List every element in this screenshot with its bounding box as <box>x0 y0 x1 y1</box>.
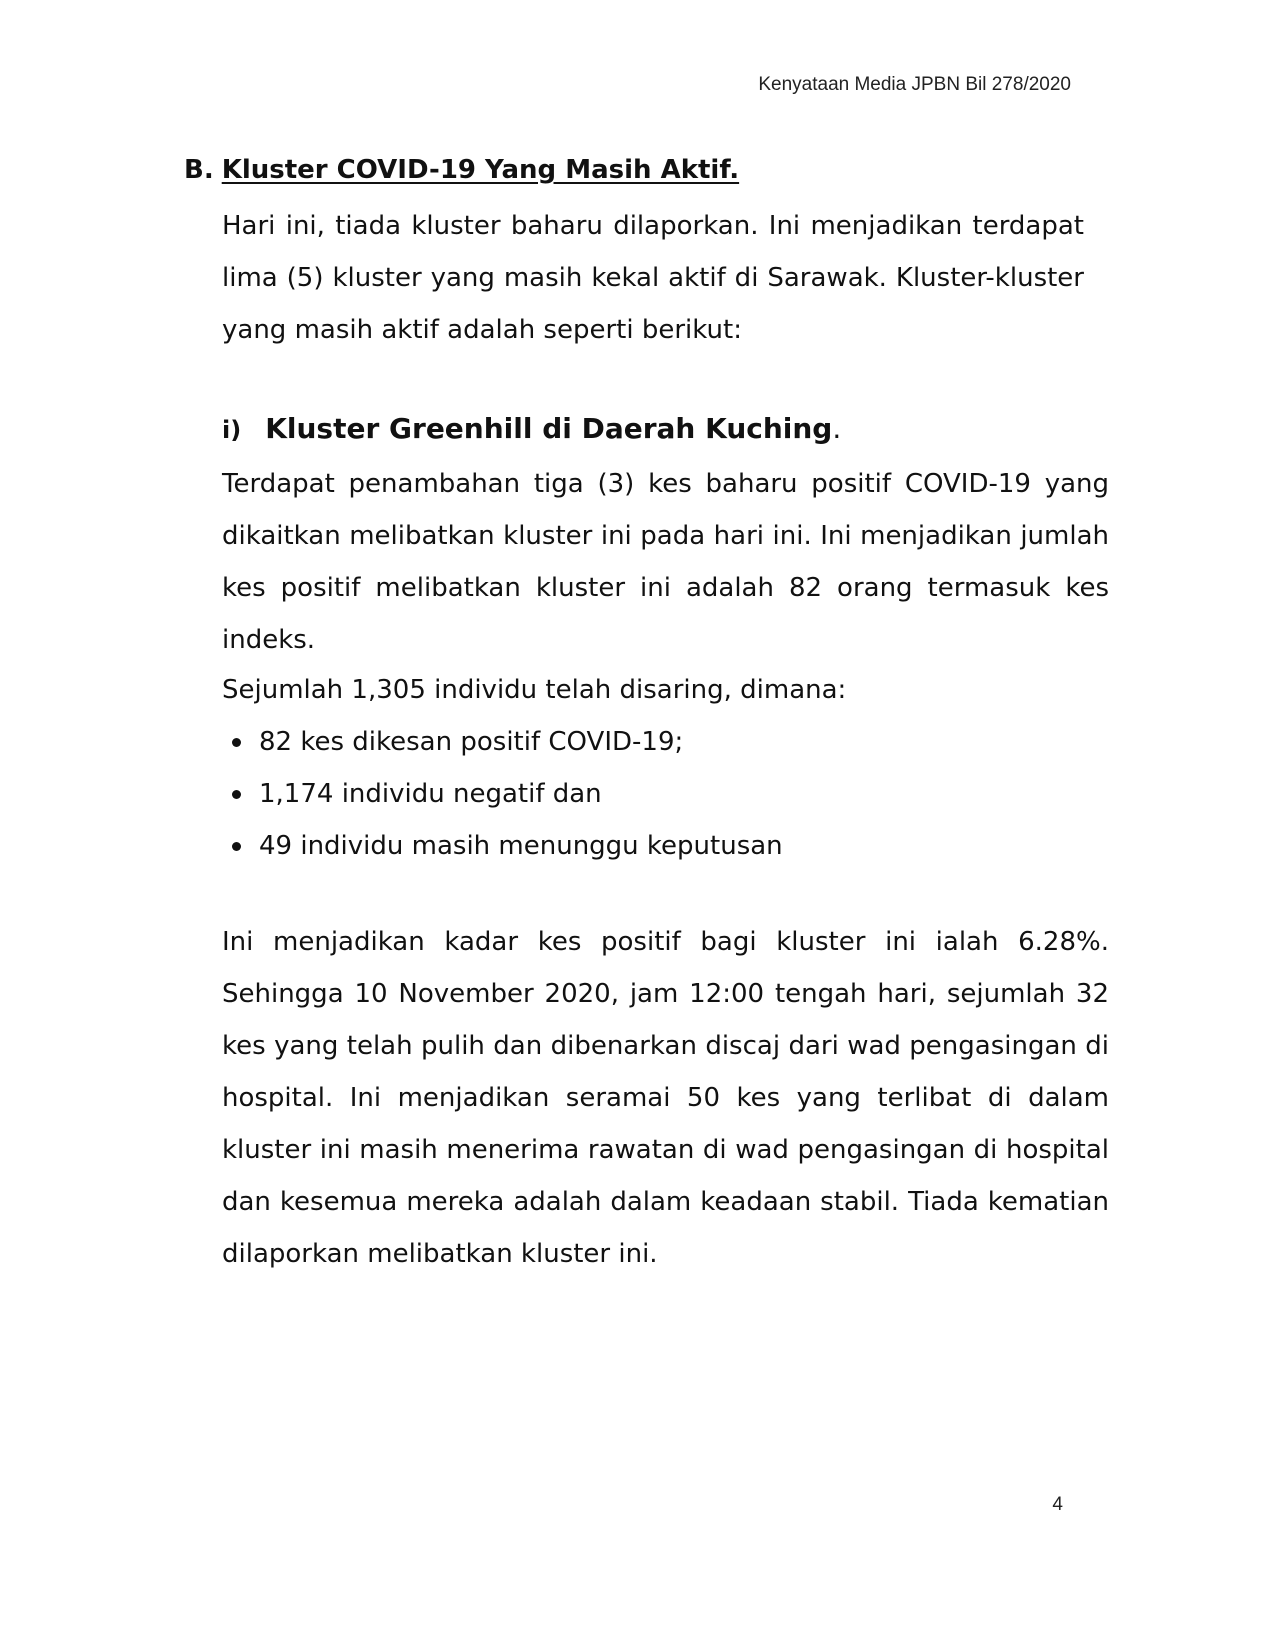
list-item <box>222 820 783 872</box>
subsection-heading <box>222 412 841 445</box>
page-number: 4 <box>1052 1494 1063 1515</box>
subsection-title-suffix: . <box>832 412 842 445</box>
subsection-number: i) <box>222 416 242 444</box>
section-intro-paragraph: Hari ini, tiada kluster baharu dilaporkan. Ini menjadikan terdapat lima (5) kluster yang masih kekal aktif di Sarawak. Kluster-kluster yang masih aktif adalah seperti berikut: <box>222 211 1084 345</box>
page-header: Kenyataan Media JPBN Bil 278/2020 <box>758 74 1071 95</box>
screening-intro: Sejumlah 1,305 individu telah disaring, dimana: <box>222 675 847 705</box>
bullet-icon <box>232 842 241 851</box>
list-item-text: 82 kes dikesan positif COVID-19; <box>259 727 684 757</box>
cluster-update-paragraph: Terdapat penambahan tiga (3) kes baharu positif COVID-19 yang dikaitkan melibatkan kluster ini pada hari ini. Ini menjadikan jumlah kes positif melibatkan kluster ini adalah 82 orang termasuk kes indeks. <box>222 469 1109 655</box>
list-item-text: 1,174 individu negatif dan <box>259 779 602 809</box>
bullet-icon <box>232 738 241 747</box>
subsection-title: Kluster Greenhill di Daerah Kuching <box>265 412 833 445</box>
bullet-icon <box>232 790 241 799</box>
list-item <box>222 716 783 768</box>
section-title: Kluster COVID-19 Yang Masih Aktif. <box>221 155 740 185</box>
screening-results-list <box>222 716 783 872</box>
list-item <box>222 768 783 820</box>
section-heading <box>184 155 739 185</box>
cluster-summary-paragraph: Ini menjadikan kadar kes positif bagi kluster ini ialah 6.28%. Sehingga 10 November 2020, jam 12:00 tengah hari, sejumlah 32 kes yang telah pulih dan dibenarkan discaj dari wad pengasingan di hospital. Ini menjadikan seramai 50 kes yang terlibat di dalam kluster ini masih menerima rawatan di wad pengasingan di hospital dan kesemua mereka adalah dalam keadaan stabil. Tiada kematian dilaporkan melibatkan kluster ini. <box>222 927 1109 1269</box>
list-item-text: 49 individu masih menunggu keputusan <box>259 831 783 861</box>
section-letter: B. <box>184 155 214 185</box>
